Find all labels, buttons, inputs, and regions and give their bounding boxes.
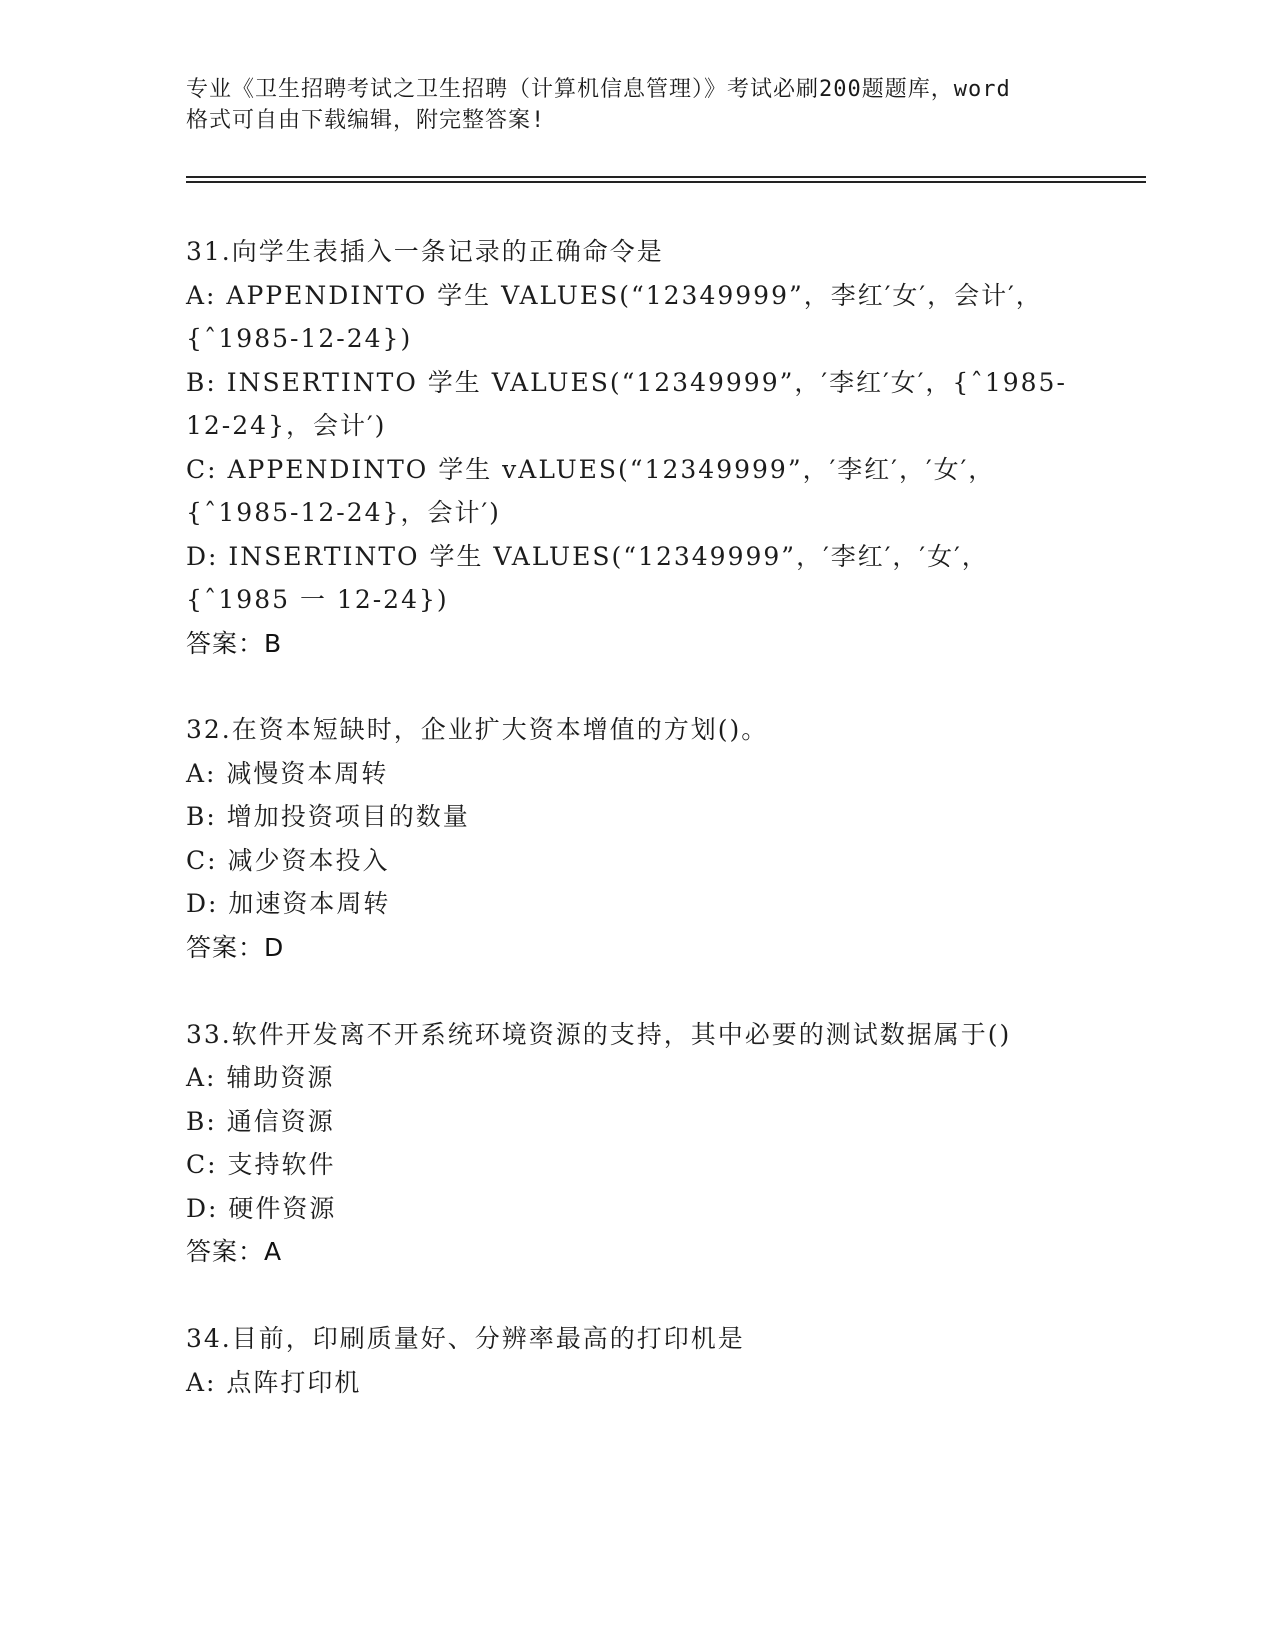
- question-32-option-d: D: 加速资本周转: [186, 889, 391, 918]
- document-header: [186, 74, 1086, 136]
- question-31-option-c-cont: {ˆ1985-12-24}，会计′): [186, 498, 501, 527]
- question-31-answer: 答案：B: [186, 629, 283, 658]
- question-32-stem: 32.在资本短缺时，企业扩大资本增值的方划()。: [186, 715, 769, 744]
- question-31-option-d: D: INSERTINTO 学生 VALUES(“12349999”，′李红′，′女′，: [186, 542, 989, 571]
- question-33-option-a: A: 辅助资源: [186, 1063, 335, 1092]
- question-33-option-c: C: 支持软件: [186, 1150, 336, 1179]
- question-32-option-a: A: 减慢资本周转: [186, 759, 389, 788]
- question-33-option-b: B: 通信资源: [186, 1107, 335, 1136]
- question-32-option-b: B: 增加投资项目的数量: [186, 802, 470, 831]
- question-31-option-d-cont: {ˆ1985 一 12-24}): [186, 585, 449, 614]
- header-title-line-1: 专业《卫生招聘考试之卫生招聘（计算机信息管理）》考试必刷200题题库，word: [186, 77, 1011, 102]
- header-title-line-2: 格式可自由下载编辑，附完整答案!: [186, 108, 546, 133]
- question-31-option-b: B: INSERTINTO 学生 VALUES(“12349999”，′李红′女′，{ˆ1985-: [186, 368, 1067, 397]
- question-34-stem: 34.目前，印刷质量好、分辨率最高的打印机是: [186, 1324, 745, 1353]
- question-34-option-a: A: 点阵打印机: [186, 1368, 362, 1397]
- header-divider-top: [186, 176, 1146, 178]
- question-32-option-c: C: 减少资本投入: [186, 846, 390, 875]
- question-31-option-b-cont: 12-24}，会计′): [186, 411, 387, 440]
- question-31-option-a: A: APPENDINTO 学生 VALUES(“12349999”，李红′女′，会计′，: [186, 281, 1043, 310]
- question-33-answer: 答案：A: [186, 1237, 283, 1266]
- question-31-option-c: C: APPENDINTO 学生 vALUES(“12349999”，′李红′，′女′，: [186, 455, 996, 484]
- header-divider-bottom: [186, 181, 1146, 183]
- question-32-answer: 答案：D: [186, 933, 285, 962]
- question-33-option-d: D: 硬件资源: [186, 1194, 337, 1223]
- question-31-option-a-cont: {ˆ1985-12-24}): [186, 324, 413, 353]
- question-33-stem: 33.软件开发离不开系统环境资源的支持，其中必要的测试数据属于(): [186, 1020, 1012, 1049]
- question-31-stem: 31.向学生表插入一条记录的正确命令是: [186, 237, 664, 266]
